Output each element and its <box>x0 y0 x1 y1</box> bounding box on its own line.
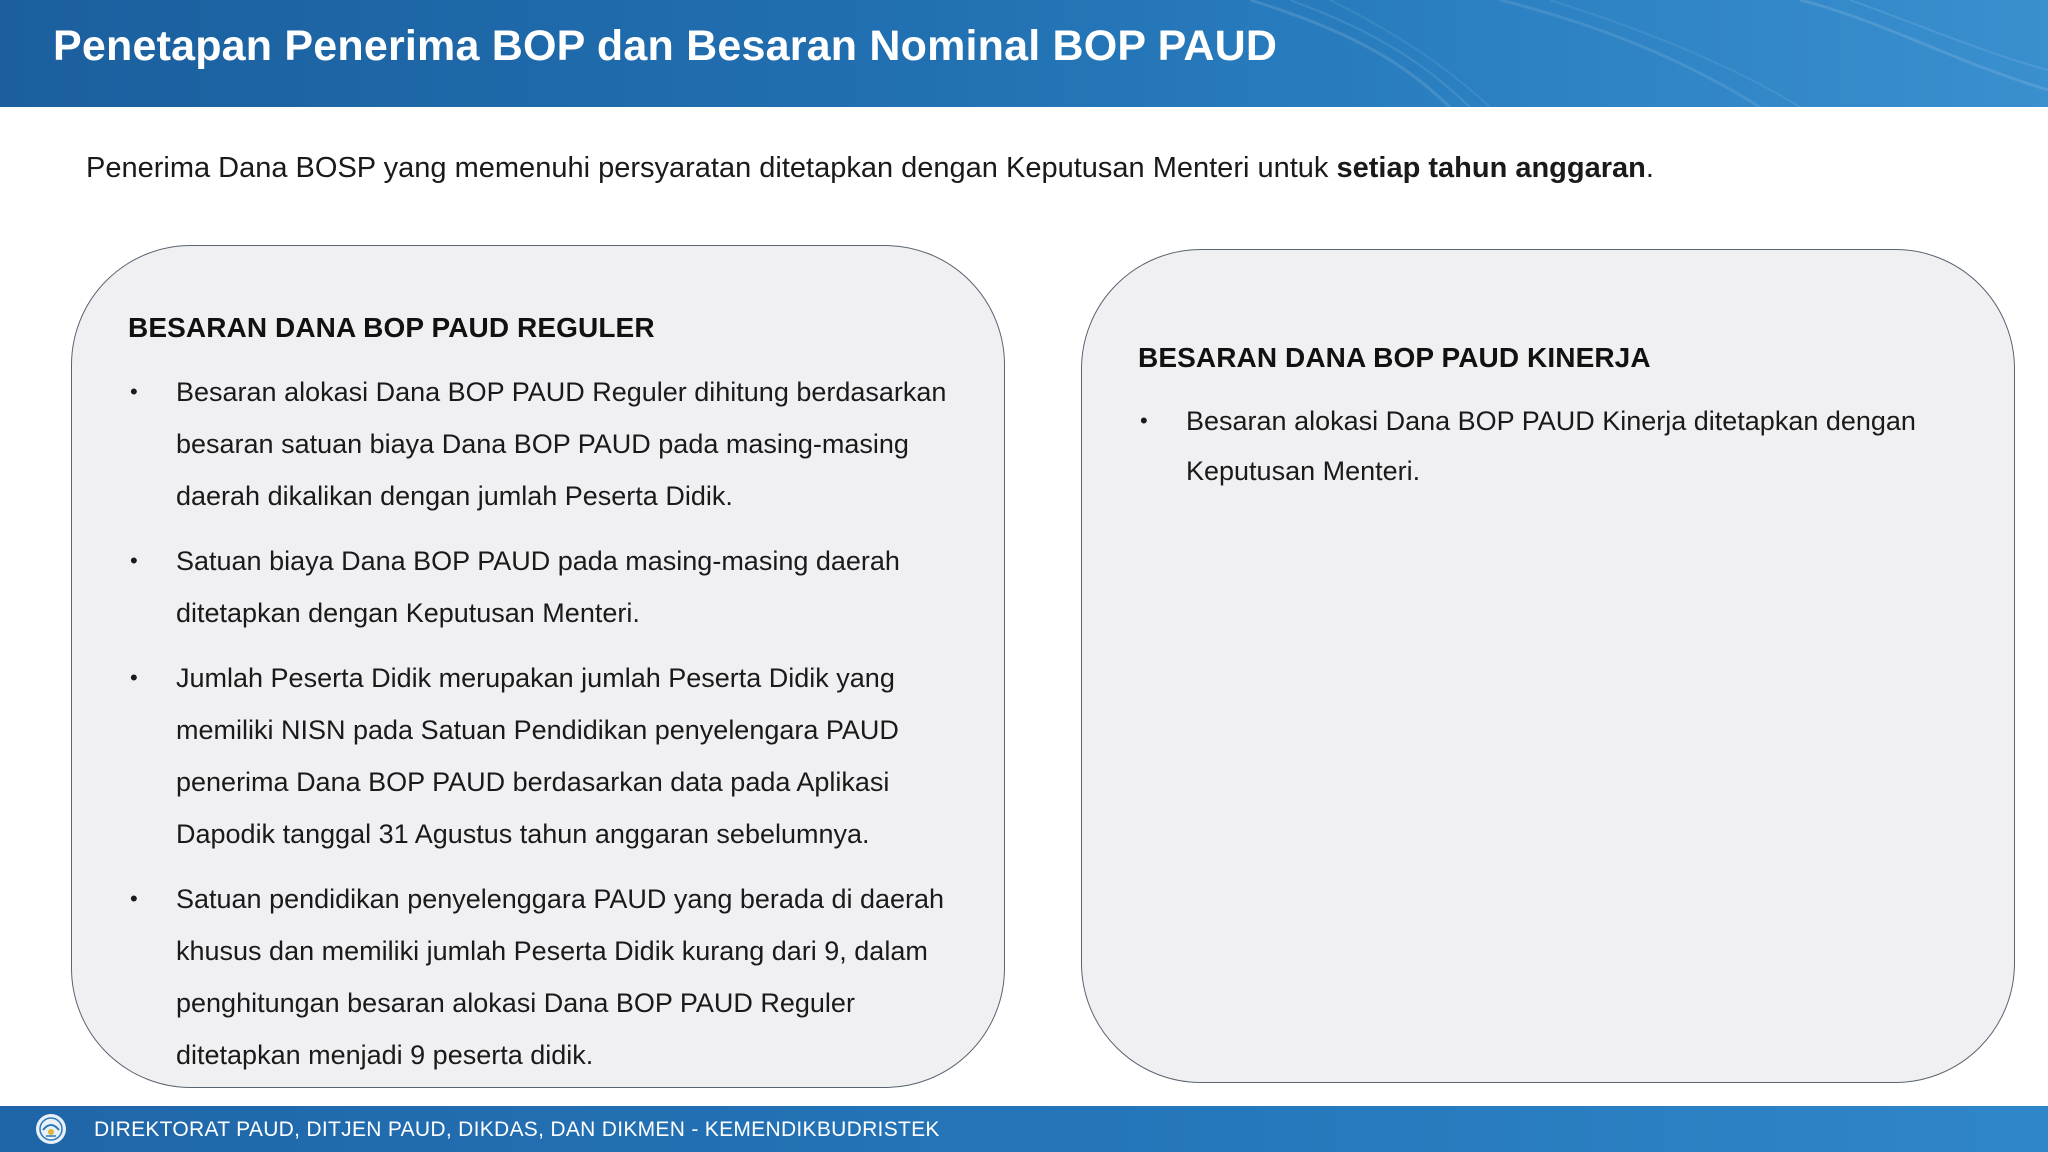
footer-bar <box>0 1106 2048 1152</box>
reguler-bullet-list <box>128 366 968 1094</box>
intro-text-bold: setiap tahun anggaran <box>1336 152 1646 184</box>
bullet-icon: • <box>130 665 138 690</box>
list-item <box>128 366 968 522</box>
intro-text <box>86 152 1654 185</box>
bullet-text: Satuan pendidikan penyelenggara PAUD yang berada di daerah khusus dan memiliki jumlah Peserta Didik kurang dari 9, dalam penghitungan besaran alokasi Dana BOP PAUD Reguler ditetapkan menjadi 9 peserta didik. <box>176 884 945 1070</box>
list-item <box>128 535 968 639</box>
list-item <box>128 652 968 860</box>
footer-text: DIREKTORAT PAUD, DITJEN PAUD, DIKDAS, DAN DIKMEN - KEMENDIKBUDRISTEK <box>94 1118 940 1141</box>
intro-text-end: . <box>1645 152 1654 184</box>
bullet-text: Jumlah Peserta Didik merupakan jumlah Peserta Didik yang memiliki NISN pada Satuan Pendidikan penyelengara PAUD penerima Dana BOP PAUD berdasarkan data pada Aplikasi Dapodik tanggal 31 Agustus tahun anggaran sebelumnya. <box>176 663 899 849</box>
reguler-card <box>71 245 1005 1088</box>
bullet-icon: • <box>130 886 138 911</box>
tut-wuri-handayani-logo-icon <box>34 1112 68 1146</box>
bullet-text: Besaran alokasi Dana BOP PAUD Reguler dihitung berdasarkan besaran satuan biaya Dana BOP PAUD pada masing-masing daerah dikalikan dengan jumlah Peserta Didik. <box>176 377 947 511</box>
page-title: Penetapan Penerima BOP dan Besaran Nominal BOP PAUD <box>53 22 1278 70</box>
header-bar <box>0 0 2048 107</box>
bullet-icon: • <box>130 379 138 404</box>
kinerja-bullet-list <box>1138 396 1978 509</box>
bullet-icon: • <box>130 548 138 573</box>
bullet-icon: • <box>1140 408 1148 433</box>
bullet-text: Besaran alokasi Dana BOP PAUD Kinerja ditetapkan dengan Keputusan Menteri. <box>1186 406 1916 486</box>
intro-text-regular: Penerima Dana BOSP yang memenuhi persyaratan ditetapkan dengan Keputusan Menteri untuk <box>86 152 1337 184</box>
reguler-card-title: BESARAN DANA BOP PAUD REGULER <box>128 312 655 343</box>
kinerja-card-title: BESARAN DANA BOP PAUD KINERJA <box>1138 342 1651 373</box>
kinerja-card <box>1081 249 2015 1083</box>
list-item <box>1138 396 1978 496</box>
bullet-text: Satuan biaya Dana BOP PAUD pada masing-masing daerah ditetapkan dengan Keputusan Menteri. <box>176 546 900 628</box>
list-item <box>128 873 968 1081</box>
